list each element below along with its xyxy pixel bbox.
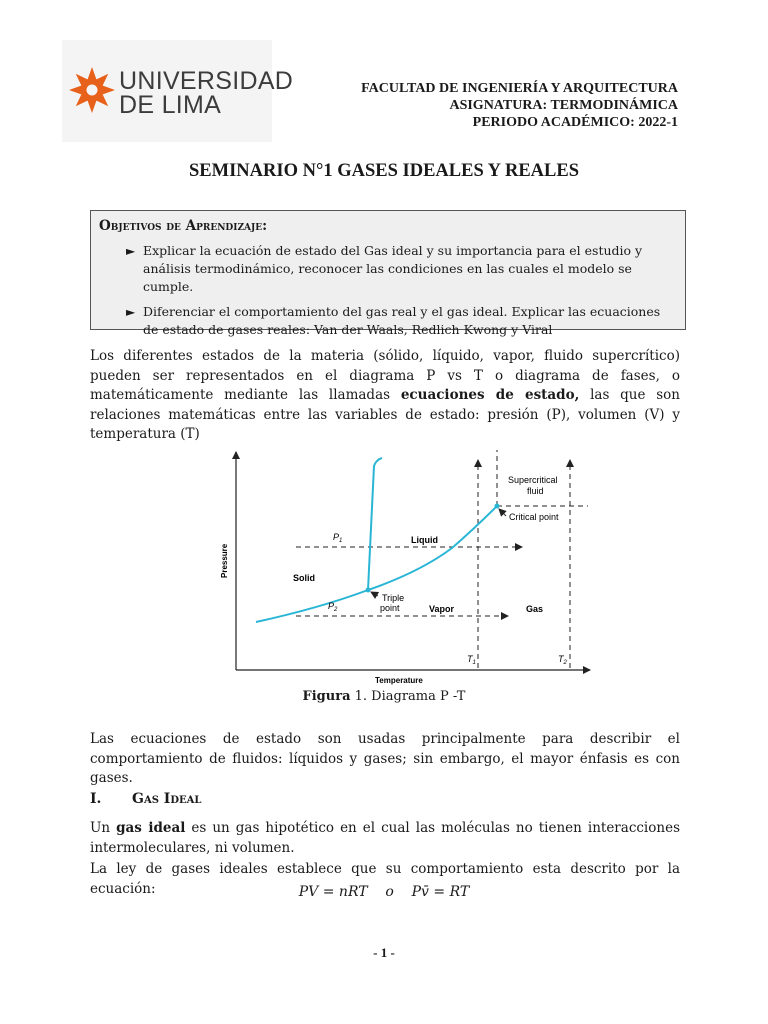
sublimation-curve bbox=[256, 590, 368, 622]
intro-bold-term: ecuaciones de estado, bbox=[400, 387, 580, 403]
intro-text-start: Los diferentes estados de la materia (sólido, líquido, vapor, fluido supercrítico) pueden ser representados en el diagrama P vs T o diagrama de fases, o matemáticamente mediante las llamadas bbox=[90, 348, 680, 403]
region-label-liquid: Liquid bbox=[411, 535, 438, 545]
triple-point-label-2: point bbox=[380, 603, 400, 613]
y-axis-label: Pressure bbox=[220, 543, 229, 578]
definition-end: es un gas hipotético en el cual las moléculas no tienen interacciones intermoleculares, ni volumen. bbox=[90, 820, 680, 856]
section-title: Gas Ideal bbox=[132, 791, 202, 807]
region-label-solid: Solid bbox=[293, 573, 315, 583]
t2-label: $T_2$ bbox=[558, 654, 567, 666]
region-label-vapor: Vapor bbox=[429, 604, 455, 614]
region-label-supercritical: Supercritical bbox=[508, 475, 558, 485]
objectives-heading: Objetivos de Aprendizaje: bbox=[99, 218, 268, 234]
page-title: SEMINARIO N°1 GASES IDEALES Y REALES bbox=[189, 161, 579, 181]
figure-caption bbox=[0, 689, 768, 704]
section-heading bbox=[90, 791, 201, 807]
phase-diagram-chart bbox=[200, 440, 595, 700]
caption-text: 1. Diagrama P -T bbox=[350, 689, 466, 704]
logo-wordmark bbox=[119, 69, 293, 117]
region-label-fluid: fluid bbox=[527, 486, 544, 496]
logo-line-1: UNIVERSIDAD bbox=[119, 67, 294, 95]
x-axis-label: Temperature bbox=[375, 676, 423, 685]
faculty-name: FACULTAD DE INGENIERÍA Y ARQUITECTURA bbox=[361, 81, 678, 96]
equation-separator: o bbox=[385, 884, 394, 900]
page-number: - 1 - bbox=[373, 945, 395, 960]
critical-point-arrow bbox=[499, 509, 506, 516]
academic-period: PERIODO ACADÉMICO: 2022-1 bbox=[472, 115, 678, 130]
triple-point-arrow bbox=[371, 592, 378, 596]
melting-curve bbox=[368, 458, 382, 590]
flower-logo-icon bbox=[68, 66, 116, 114]
course-header bbox=[361, 80, 678, 131]
bullet-arrow-icon: ► bbox=[126, 305, 136, 319]
definition-start: Un bbox=[90, 820, 117, 836]
subject-name: ASIGNATURA: TERMODINÁMICA bbox=[449, 98, 678, 113]
caption-label: Figura bbox=[302, 689, 351, 704]
university-logo bbox=[62, 40, 294, 142]
section-number: I. bbox=[90, 791, 102, 807]
objective-item bbox=[99, 303, 677, 339]
ideal-gas-law-intro: La ley de gases ideales establece que su comportamiento esta descrito por la ecuación: bbox=[90, 861, 680, 897]
objective-text: Diferenciar el comportamiento del gas real y el gas ideal. Explicar las ecuaciones de estado de gases reales: Van der Waals, Redlich Kwong y Viral bbox=[143, 304, 661, 337]
p1-label: $P_1$ bbox=[333, 532, 343, 544]
bullet-arrow-icon: ► bbox=[126, 244, 136, 258]
objectives-box bbox=[90, 210, 686, 337]
ideal-gas-equation bbox=[0, 884, 768, 900]
triple-point-marker bbox=[366, 588, 371, 593]
critical-point-label: Critical point bbox=[509, 512, 559, 522]
logo-line-2: DE LIMA bbox=[119, 91, 222, 119]
triple-point-label-1: Triple bbox=[382, 593, 405, 603]
intro-paragraph bbox=[90, 347, 680, 445]
t1-label: $T_1$ bbox=[467, 654, 476, 666]
objective-text: Explicar la ecuación de estado del Gas ideal y su importancia para el estudio y análisis termodinámico, reconocer las condiciones en las cuales el modelo se cumple. bbox=[143, 243, 643, 294]
p2-label: $P_2$ bbox=[328, 601, 338, 613]
equation-left: PV = nRT bbox=[298, 884, 368, 900]
intro-text-end: las que son relaciones matemáticas entre las variables de estado: presión (P), volumen (V) y temperatura (T) bbox=[90, 387, 680, 442]
ideal-gas-definition bbox=[90, 819, 680, 858]
equations-paragraph: Las ecuaciones de estado son usadas principalmente para describir el comportamiento de fluidos: líquidos y gases; sin embargo, el mayor énfasis es con gases. bbox=[90, 731, 680, 786]
objective-item bbox=[99, 242, 677, 296]
critical-point-marker bbox=[495, 504, 500, 509]
definition-bold-term: gas ideal bbox=[116, 820, 186, 836]
region-label-gas: Gas bbox=[526, 604, 544, 614]
equation-right: Pv̄ = RT bbox=[411, 884, 470, 900]
